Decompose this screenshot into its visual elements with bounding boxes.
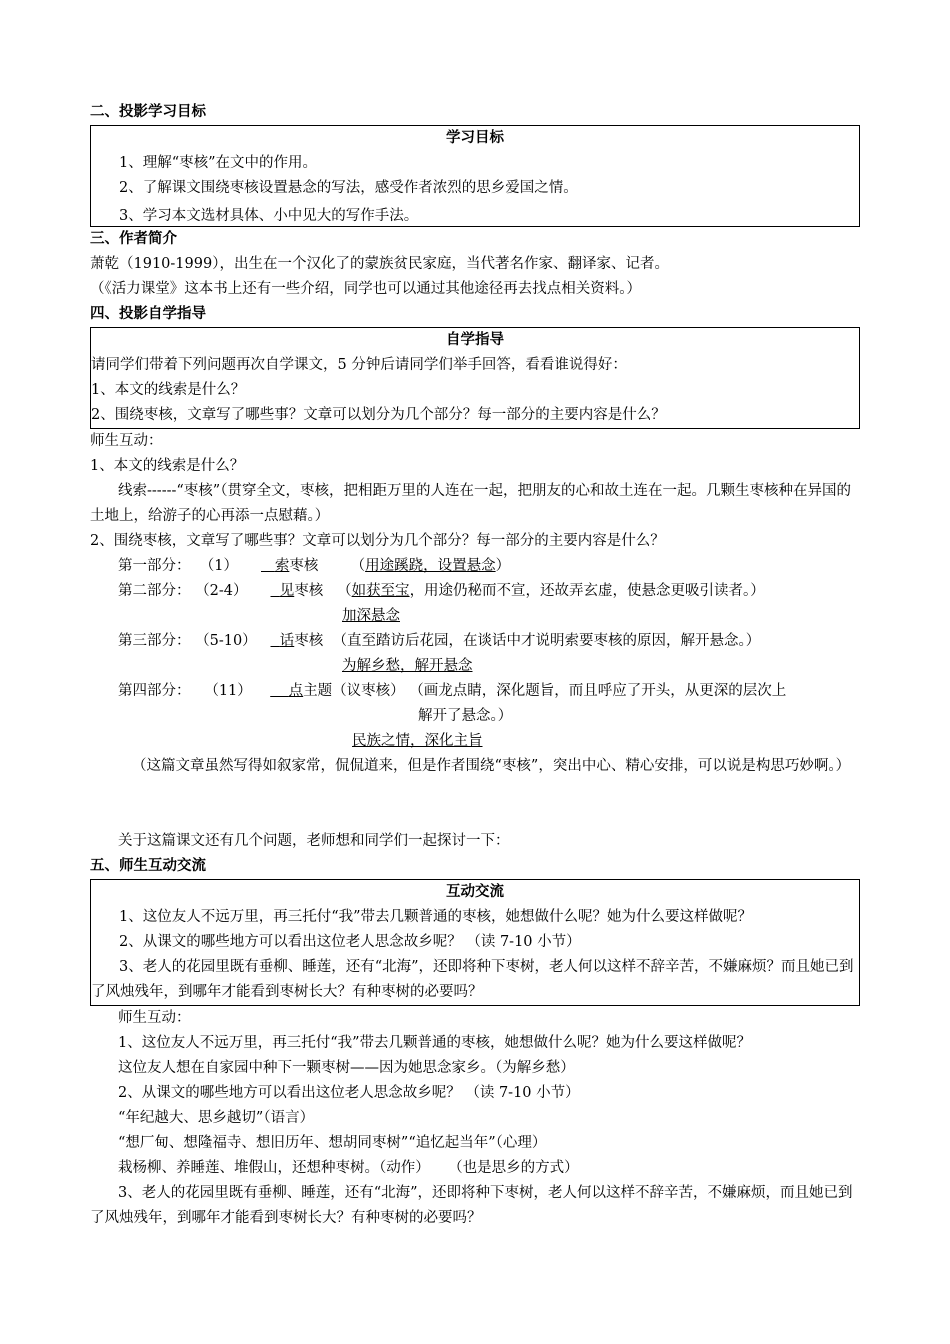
part-2 [90,579,860,604]
part-keyword-verb: 见 [279,583,295,599]
answer-question: 3、老人的花园里既有垂柳、睡莲，还有“北海”，还即将种下枣树，老人何以这样不辞辛苦，不嫌麻烦，而且她已到了风烛残年，到哪年才能看到枣树长大？有种枣树的必要吗？ [90,1185,853,1226]
paren: （ [350,558,366,574]
part-1 [90,554,860,579]
learning-goals-title: 学习目标 [446,130,504,146]
answer-question: 1、这位友人不远万里，再三托付“我”带去几颗普通的枣核，她想做什么呢？她为什么要这样做呢？ [118,1035,752,1051]
part-number: （2-4） [195,583,248,599]
part-4-sub [90,729,860,754]
part-subtitle: 民族之情，深化主旨 [352,733,483,749]
part-keyword: 枣核 [294,633,324,649]
part-keyword: 主题（议枣核） [303,683,405,699]
self-study-title: 自学指导 [446,332,504,348]
transition-line: 关于这篇课文还有几个问题，老师想和同学们一起探讨一下： [118,833,510,849]
paren: （ [337,583,352,599]
answer-text: “年纪越大、思乡越切”（语言） [118,1110,315,1126]
answer-text: “想厂甸、想隆福寺、想旧历年、想胡同枣树”“追忆起当年”（心理） [118,1135,547,1151]
part-4-cont: 解开了悬念。） [418,708,513,724]
document-page [90,100,860,1231]
section-2-heading: 二、投影学习目标 [90,104,206,120]
box-question: 2、从课文的哪些地方可以看出这位老人思念故乡呢？ （读 7-10 小节） [119,934,581,950]
paren: ） [495,558,511,574]
goal-item: 3、学习本文选材具体、小中见大的写作手法。 [119,208,419,224]
answer-text: 这位友人想在自家园中种下一颗枣树——因为她思念家乡。（为解乡愁） [118,1060,575,1076]
interaction-title: 互动交流 [446,884,504,900]
part-4 [90,679,860,704]
goal-item: 2、了解课文围绕枣核设置悬念的写法，感受作者浓烈的思乡爱国之情。 [119,180,578,196]
part-number: （11） [204,683,252,699]
author-note: （《活力课堂》这本书上还有一些介绍，同学也可以通过其他途径再去找点相关资料。） [90,281,641,297]
section-5-heading: 五、师生互动交流 [90,858,206,874]
question-2: 2、围绕枣核，文章写了哪些事？文章可以划分为几个部分？每一部分的主要内容是什么？ [90,533,665,549]
part-description: ，用途仍秘而不宣，还故弄玄虚，使悬念更吸引读者。） [409,583,765,599]
self-study-line: 1、本文的线索是什么？ [91,382,246,398]
part-number: （5-10） [195,633,257,649]
part-number: （1） [199,558,238,574]
interaction-label: 师生互动： [118,1010,191,1026]
part-label: 第四部分： [118,683,191,699]
part-label: 第二部分： [118,583,191,599]
box-question: 1、这位友人不远万里，再三托付“我”带去几颗普通的枣核，她想做什么呢？她为什么要这样做呢？ [119,909,753,925]
self-study-line: 2、围绕枣核，文章写了哪些事？文章可以划分为几个部分？每一部分的主要内容是什么？ [91,407,666,423]
section-3-heading: 三、作者简介 [90,231,177,247]
part-keyword-verb: 话 [279,633,295,649]
part-keyword-verb: 索 [274,558,290,574]
part-summary: 如获至宝 [351,583,410,599]
part-description: （画龙点睛，深化题旨，而且呼应了开头，从更深的层次上 [409,683,787,699]
summary-paragraph: （这篇文章虽然写得如叙家常，侃侃道来，但是作者围绕“枣核”，突出中心、精心安排，可以说是构思巧妙啊。） [132,758,851,774]
clue-paragraph: 线索------“枣核”（贯穿全文，枣核，把相距万里的人连在一起，把朋友的心和故土连在一起。几颗生枣核种在异国的土地上，给游子的心再添一点慰藉。） [90,483,851,524]
author-intro: 萧乾（1910-1999），出生在一个汉化了的蒙族贫民家庭，当代著名作家、翻译家、记者。 [90,256,669,272]
part-label: 第一部分： [118,558,191,574]
part-description: （直至踏访后花园，在谈话中才说明索要枣核的原因，解开悬念。） [332,633,761,649]
part-keyword: 枣核 [289,558,319,574]
section-4-heading: 四、投影自学指导 [90,306,206,322]
self-study-box [90,327,860,429]
goal-item: 1、理解“枣核”在文中的作用。 [119,155,318,171]
interaction-box [90,879,860,1006]
part-subtitle: 加深悬念 [342,608,400,624]
part-label: 第三部分： [118,633,191,649]
part-keyword-verb: 点 [288,683,304,699]
part-keyword: 枣核 [294,583,324,599]
part-2-sub [90,604,860,629]
question-1: 1、本文的线索是什么？ [90,458,245,474]
self-study-line: 请同学们带着下列问题再次自学课文，5 分钟后请同学们举手回答，看看谁说得好： [91,357,627,373]
interaction-label: 师生互动： [90,433,163,449]
part-subtitle: 为解乡愁，解开悬念 [342,658,473,674]
learning-goals-box [90,125,860,227]
part-3-sub [90,654,860,679]
part-summary: 用途蹊跷，设置悬念 [365,558,496,574]
answer-question: 2、从课文的哪些地方可以看出这位老人思念故乡呢？ （读 7-10 小节） [118,1085,580,1101]
box-question: 3、老人的花园里既有垂柳、睡莲，还有“北海”，还即将种下枣树，老人何以这样不辞辛苦，不嫌麻烦？而且她已到了风烛残年，到哪年才能看到枣树长大？有种枣树的必要吗？ [91,959,854,1000]
answer-text: 栽杨柳、养睡莲、堆假山，还想种枣树。（动作） （也是思乡的方式） [118,1160,579,1176]
part-3 [90,629,860,654]
